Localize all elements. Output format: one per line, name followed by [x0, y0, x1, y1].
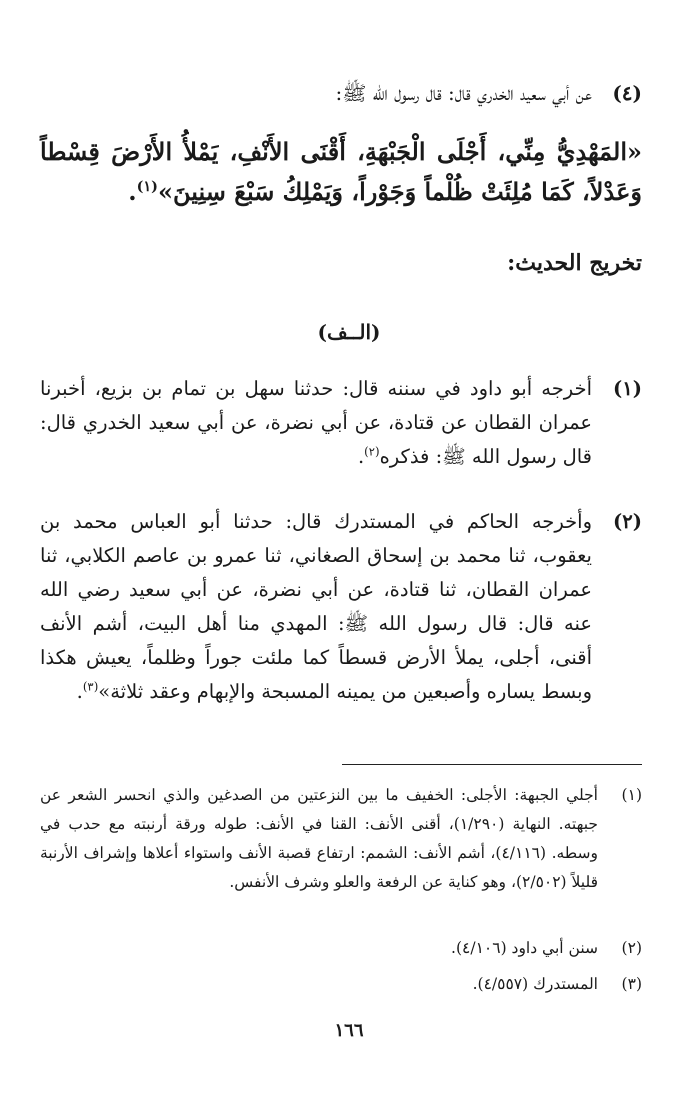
section-subtitle: (الــف) — [317, 320, 381, 344]
footnote-ref: (٢) — [364, 444, 380, 459]
footnote-number: (٣) — [621, 975, 642, 993]
footnote-divider — [342, 764, 642, 765]
footnote-number: (٢) — [621, 939, 642, 957]
section-title: تخريج الحديث: — [507, 250, 642, 276]
footnote-ref: (١) — [136, 178, 158, 195]
hadith-intro-text: عن أبي سعيد الخدري قال: قال رسول الله ﷺ: — [335, 81, 592, 105]
paragraph-body: وأخرجه الحاكم في المستدرك قال: حدثنا أبو العباس محمد بن يعقوب، ثنا محمد بن إسحاق الصغاني، ثنا عمرو بن عاصم الكلابي، ثنا عمران القطان، ثنا قتادة، عن أبي نضرة، عن أبي سعيد رضي الله عنه قال: قال رسول الله ﷺ: المهدي منا أهل البيت، أشم الأنف أقنى، أجلى، يملأ الأرض قسطاً كما ملئت جوراً وظلماً، يعيش هكذا وبسط يساره وأصبعين من يمينه المسبحة والإبهام وعقد ثلاثة» — [40, 510, 592, 703]
footnote — [40, 781, 642, 897]
footnote — [40, 970, 642, 999]
footnote — [40, 934, 642, 963]
hadith-quote: «المَهْدِيُّ مِنِّي، أَجْلَى الْجَبْهَةِ، أَقْنَى الأَنْفِ، يَمْلأُ الأَرْضَ قِسْطاً وَعَدْلاً، كَمَا مُلِئَتْ ظُلْماً وَجَوْراً، وَيَمْلِكُ سَبْعَ سِنِينَ»$^{(١)}$. — [40, 137, 642, 206]
footnote-text: المستدرك (٤/٥٥٧). — [472, 975, 598, 993]
hadith-intro — [40, 78, 642, 108]
page-number: ١٦٦ — [334, 1020, 364, 1041]
footnote-number: (١) — [621, 786, 642, 804]
paragraph-number: (١) — [613, 377, 642, 400]
hadith-quote-text: «المَهْدِيُّ مِنِّي، أَجْلَى الْجَبْهَةِ، أَقْنَى الأَنْفِ، يَمْلأُ الأَرْضَ قِسْطاً وَعَدْلاً، كَمَا مُلِئَتْ ظُلْماً وَجَوْراً، وَيَمْلِكُ سَبْعَ سِنِينَ» — [40, 137, 642, 206]
paragraph-body: أخرجه أبو داود في سننه قال: حدثنا سهل بن تمام بن بزيع، أخبرنا عمران القطان عن قتادة، عن أبي نضرة، عن أبي سعيد الخدري قال: قال رسول الله ﷺ: فذكره — [40, 377, 592, 468]
footnote-text: أجلي الجبهة: الأجلى: الخفيف ما بين النزعتين من الصدغين والذي انحسر الشعر عن جبهته. النهاية (١/٢٩٠)، أقنى الأنف: القنا في الأنف: طوله ورقة أرنبته مع حدب في وسطه. (٤/١١٦)، أشم الأنف: الشمم: ارتفاع قصبة الأنف واستواء أعلاها وإشراف الأرنبة قليلاً (٢/٥٠٢)، وهو كناية عن الرفعة والعلو وشرف الأنفس. — [40, 786, 598, 891]
footnote-ref: (٣) — [82, 679, 99, 694]
takhrij-paragraph — [40, 505, 642, 709]
paragraph-text: أخرجه أبو داود في سننه قال: حدثنا سهل بن تمام بن بزيع، أخبرنا عمران القطان عن قتادة، عن أبي نضرة، عن أبي سعيد الخدري قال: قال رسول الله ﷺ: فذكره$^{(٢)}$. — [40, 377, 592, 468]
paragraph-text: وأخرجه الحاكم في المستدرك قال: حدثنا أبو العباس محمد بن يعقوب، ثنا محمد بن إسحاق الصغاني، ثنا عمرو بن عاصم الكلابي، ثنا عمران القطان، ثنا قتادة، عن أبي نضرة، عن أبي سعيد رضي الله عنه قال: قال رسول الله ﷺ: المهدي منا أهل البيت، أشم الأنف أقنى، أجلى، يملأ الأرض قسطاً كما ملئت جوراً وظلماً، يعيش هكذا وبسط يساره وأصبعين من يمينه المسبحة والإبهام وعقد ثلاثة»$^{(٣)}$. — [40, 510, 592, 703]
hadith-number: (٤) — [612, 81, 642, 105]
takhrij-paragraph — [40, 372, 642, 474]
footnote-text: سنن أبي داود (٤/١٠٦). — [451, 939, 598, 957]
paragraph-number: (٢) — [613, 510, 642, 533]
